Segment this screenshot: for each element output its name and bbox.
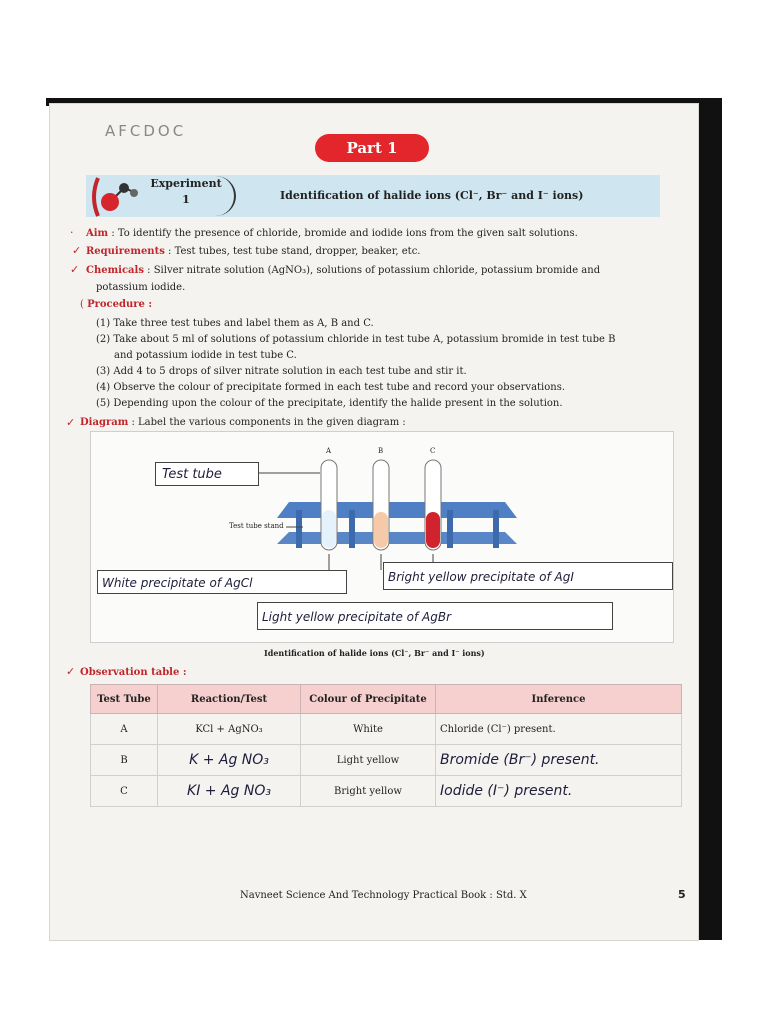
observation-table (90, 684, 682, 807)
check-mark-icon: ✓ (72, 244, 82, 257)
cell-reaction: K + Ag NO₃ (158, 745, 301, 776)
tube-label-b: B (378, 447, 384, 455)
check-mark-icon: · (70, 226, 74, 239)
answer-light-yellow-precipitate: Light yellow precipitate of AgBr (257, 602, 613, 630)
procedure-step: (3) Add 4 to 5 drops of silver nitrate solution in each test tube and stir it. (96, 366, 467, 377)
chemicals-text-2: potassium iodide. (96, 282, 186, 293)
table-row (91, 745, 682, 776)
diagram-caption: Identification of halide ions (Cl⁻, Br⁻ and I⁻ ions) (264, 648, 485, 658)
page-number: 5 (678, 888, 686, 901)
procedure-step: and potassium iodide in test tube C. (114, 350, 297, 361)
diagram-row (80, 415, 406, 430)
molecule-icon (88, 174, 140, 220)
header-inference: Inference (436, 685, 682, 714)
experiment-title: Identification of halide ions (Cl⁻, Br⁻ and I⁻ ions) (280, 189, 584, 202)
tube-label-a: A (326, 447, 332, 455)
aim-row (86, 226, 578, 241)
cell-tube: A (91, 714, 158, 745)
answer-white-precipitate: White precipitate of AgCl (97, 570, 347, 594)
experiment-label: Experiment (150, 177, 222, 190)
cell-inference: Iodide (I⁻) present. (436, 776, 682, 807)
cell-tube: C (91, 776, 158, 807)
diagram-box (90, 431, 674, 643)
cell-reaction: KI + Ag NO₃ (158, 776, 301, 807)
header-test-tube: Test Tube (91, 685, 158, 714)
observation-row: Observation table : (80, 667, 187, 678)
answer-bright-yellow-precipitate: Bright yellow precipitate of AgI (383, 562, 673, 590)
cell-colour: Light yellow (301, 745, 436, 776)
header-colour: Colour of Precipitate (301, 685, 436, 714)
header-reaction: Reaction/Test (158, 685, 301, 714)
procedure-step: (2) Take about 5 ml of solutions of potassium chloride in test tube A, potassium bromide in test tube B (96, 334, 616, 345)
footer-text: Navneet Science And Technology Practical Book : Std. X (240, 890, 527, 901)
part-badge: Part 1 (315, 134, 429, 162)
cell-reaction: KCl + AgNO₃ (158, 714, 301, 745)
procedure-row: ( Procedure : (80, 299, 153, 310)
procedure-step: (1) Take three test tubes and label them as A, B and C. (96, 318, 374, 329)
procedure-step: (5) Depending upon the colour of the precipitate, identify the halide present in the solution. (96, 398, 563, 409)
chemicals-text: : Silver nitrate solution (AgNO₃), solutions of potassium chloride, potassium bromide and (147, 265, 601, 276)
chemicals-label: Chemicals (86, 265, 144, 276)
observation-label: Observation table (80, 667, 180, 678)
stand-label: Test tube stand (229, 522, 284, 530)
chemicals-row (86, 263, 666, 278)
check-mark-icon: ✓ (66, 416, 76, 429)
cell-tube: B (91, 745, 158, 776)
cell-inference: Chloride (Cl⁻) present. (436, 714, 682, 745)
check-mark-icon: ✓ (66, 665, 76, 678)
cell-colour: White (301, 714, 436, 745)
requirements-row (86, 244, 420, 259)
aim-label: Aim (86, 228, 109, 239)
requirements-label: Requirements (86, 246, 165, 257)
tube-label-c: C (430, 447, 436, 455)
handwritten-ref: AFCDOC (105, 122, 187, 140)
scan-right-border (698, 100, 722, 940)
table-row (91, 714, 682, 745)
cell-inference: Bromide (Br⁻) present. (436, 745, 682, 776)
cell-colour: Bright yellow (301, 776, 436, 807)
diagram-label: Diagram (80, 417, 129, 428)
requirements-text: : Test tubes, test tube stand, dropper, beaker, etc. (168, 246, 421, 257)
procedure-step: (4) Observe the colour of precipitate formed in each test tube and record your observations. (96, 382, 566, 393)
table-header-row (91, 685, 682, 714)
procedure-label: Procedure (87, 299, 145, 310)
answer-test-tube: Test tube (155, 462, 259, 486)
experiment-number-box (138, 176, 236, 216)
experiment-number: 1 (182, 193, 190, 206)
aim-text: : To identify the presence of chloride, bromide and iodide ions from the given salt solutions. (111, 228, 578, 239)
diagram-text: : Label the various components in the given diagram : (131, 417, 406, 428)
table-row (91, 776, 682, 807)
check-mark-icon: ✓ (70, 263, 80, 276)
